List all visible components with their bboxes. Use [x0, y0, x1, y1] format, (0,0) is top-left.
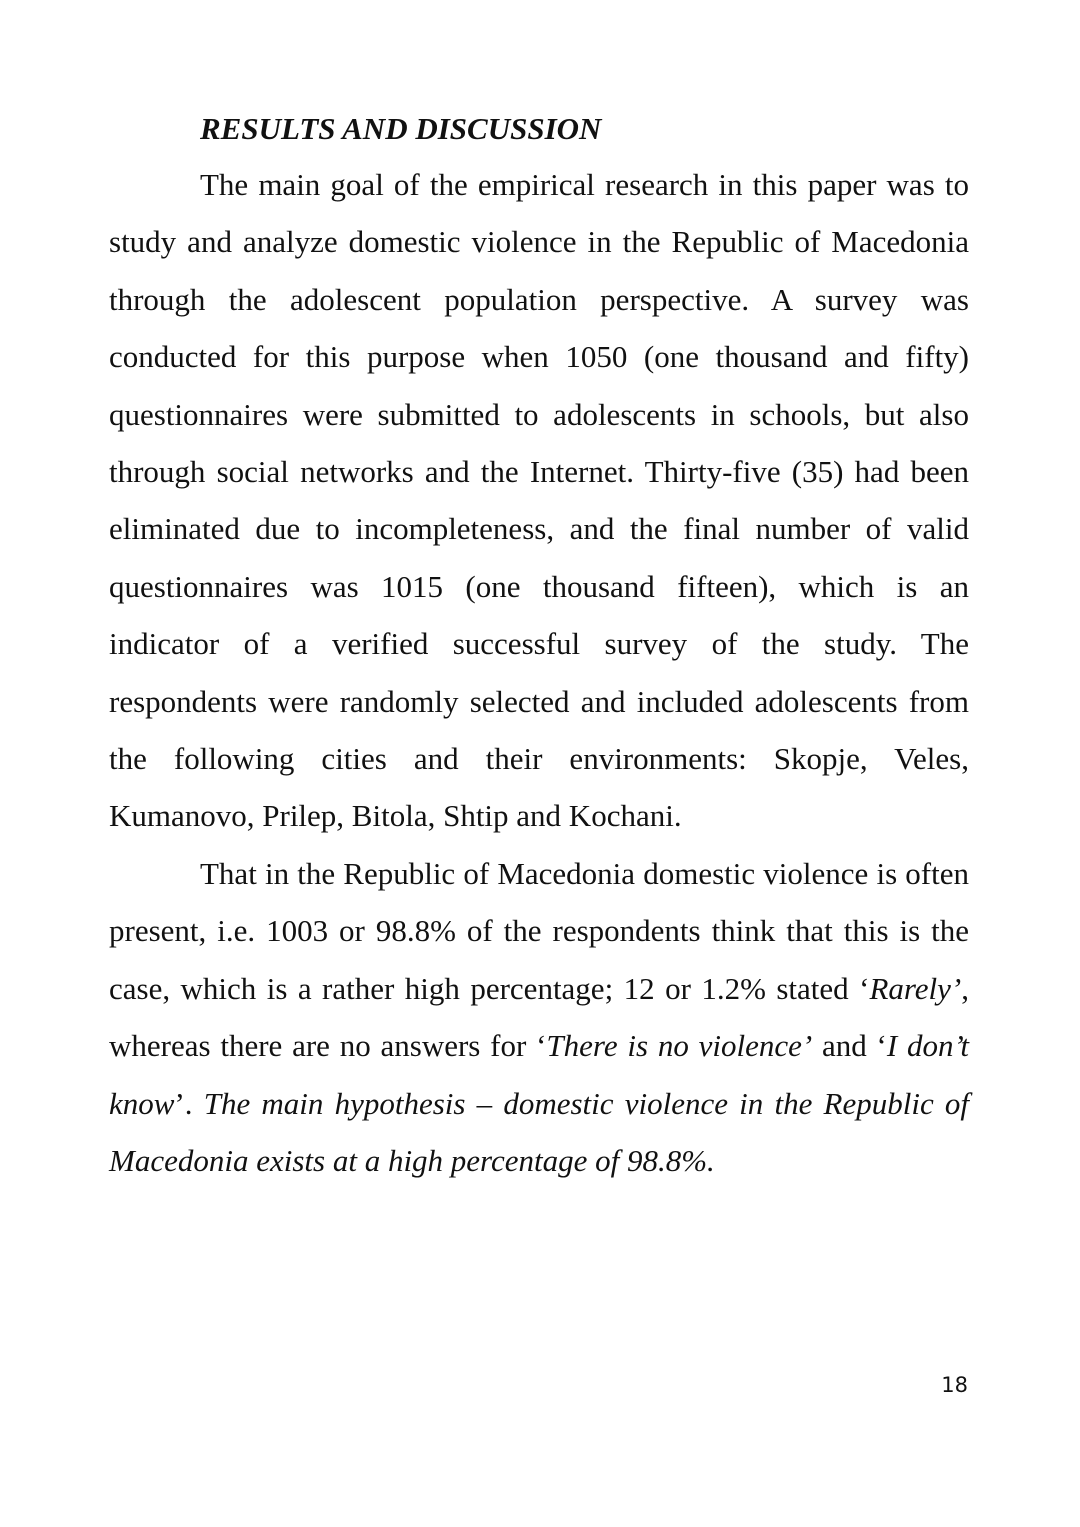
- page-number: 18: [941, 1373, 968, 1397]
- paragraph-research-goal: The main goal of the empirical research in this paper was to study and analyze domestic violence in the Republic of Macedonia through the adolescent population perspective. A survey was conducted for this purpose when 1050 (one thousand and fifty) questionnaires were submitted to adolescents in schools, but also through social networks and the Internet. Thirty-five (35) had been eliminated due to incompleteness, and the final number of valid questionnaires was 1015 (one thousand fifteen), which is an indicator of a verified successful survey of the study. The respondents were randomly selected and included adolescents from the following cities and their environments: Skopje, Veles, Kumanovo, Prilep, Bitola, Shtip and Kochani.: [109, 167, 969, 834]
- section-heading: RESULTS AND DISCUSSION: [200, 111, 602, 146]
- answer-dont-know: I don’t know: [109, 1028, 970, 1121]
- page-content: [109, 102, 969, 1189]
- paragraph-results-text-3: and ‘: [812, 1028, 887, 1064]
- paragraph-results-text-2: , whereas there are no answers for ‘: [109, 970, 969, 1064]
- paragraph-results-text-1: That in the Republic of Macedonia domestic violence is often present, i.e. 1003 or 98.8% of the respondents think that this is the case, which is a rather high percentage; 12 or 1.2% stated ‘: [109, 855, 969, 1006]
- main-hypothesis: The main hypothesis – domestic violence in the Republic of Macedonia exists at a high percentage of 98.8%.: [109, 1085, 969, 1178]
- answer-no-violence: There is no violence’: [546, 1028, 813, 1064]
- answer-rarely: Rarely’: [869, 970, 962, 1006]
- paragraph-results: [109, 845, 969, 1189]
- paragraph-results-text-4: ’.: [174, 1085, 204, 1121]
